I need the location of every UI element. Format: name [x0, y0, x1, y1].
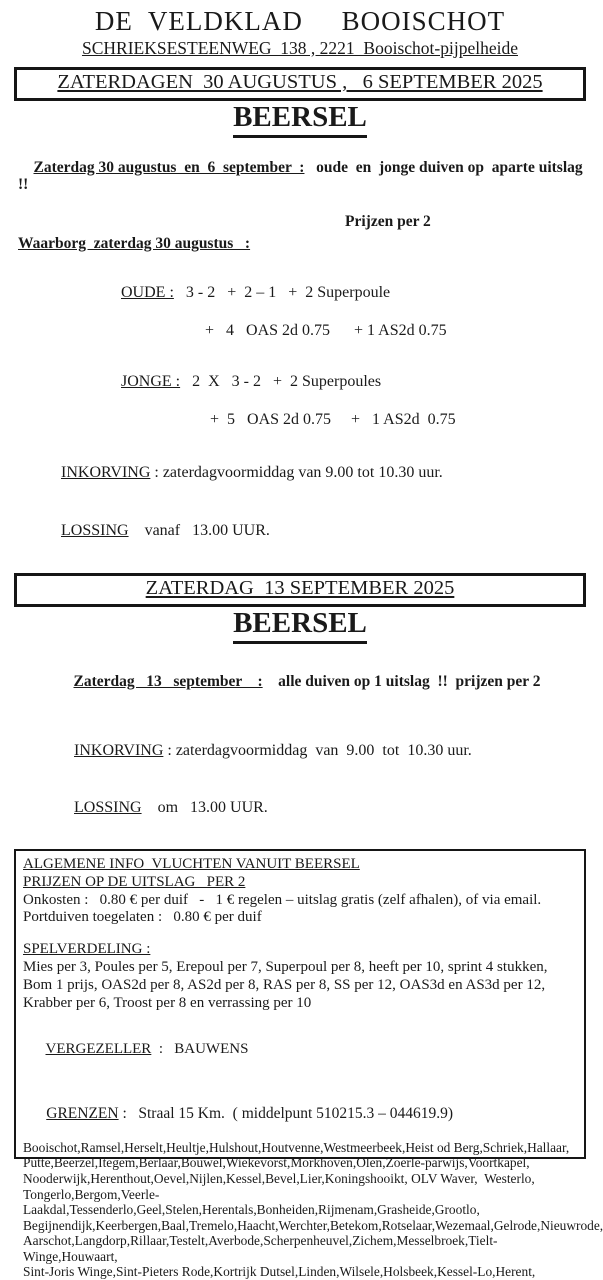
section2-date-label: Zaterdag 13 september :	[73, 673, 263, 691]
jonge-label: JONGE :	[121, 372, 181, 390]
spelverdeling-line: Krabber per 6, Troost per 8 en verrassing per 10	[23, 994, 312, 1011]
spelverdeling-label: SPELVERDELING :	[23, 941, 151, 958]
spelverdeling-line: Mies per 3, Poules per 5, Erepoul per 7, Superpoul per 8, heeft per 10, sprint 4 stukken,	[23, 959, 548, 976]
grenzen-places-line: Sint-Joris Winge,Sint-Pieters Rode,Kortrijk Dutsel,Linden,Wilsele,Holsbeek,Kessel-Lo,Herent,	[23, 1264, 536, 1280]
section2-inkorving: INKORVING : zaterdagvoormiddag van 9.00 tot 10.30 uur.	[74, 742, 472, 760]
oude-formula-line1: OUDE : 3 - 2 + 2 – 1 + 2 Superpoule	[121, 284, 391, 302]
grenzen-places-line: Booischot,Ramsel,Herselt,Heultje,Hulshout,Houtvenne,Westmeerbeek,Heist od Berg,Schriek,Hallaar,	[23, 1139, 570, 1155]
section1-lossing: LOSSING vanaf 13.00 UUR.	[61, 521, 270, 539]
section2-inkorving-label: INKORVING	[74, 742, 164, 760]
grenzen-line: GRENZEN : Straal 15 Km. ( middelpunt 510215.3 – 044619.9)	[46, 1105, 454, 1123]
section1-prijzen: Prijzen per 2	[345, 212, 431, 230]
grenzen-label: GRENZEN	[46, 1105, 119, 1123]
club-title: DE VELDKLAD BOOISCHOT	[94, 6, 506, 36]
section2-lossing-label: LOSSING	[74, 799, 142, 817]
spelverdeling-line: Bom 1 prijs, OAS2d per 8, AS2d per 8, RAS per 8, SS per 12, OAS3d en AS3d per 12,	[23, 976, 546, 993]
onkosten-line: Onkosten : 0.80 € per duif - 1 € regelen – uitslag gratis (zelf afhalen), of via email.	[23, 891, 542, 908]
section1-date-box	[14, 67, 586, 101]
vergezeller-line: VERGEZELLER : BAUWENS	[45, 1041, 249, 1058]
section2-date-line	[58, 655, 600, 708]
section1-inkorving-label: INKORVING	[61, 464, 151, 482]
grenzen-places-line: Nooderwijk,Herenthout,Oevel,Nijlen,Kessel,Bevel,Lier,Koningshooikt, OLV Waver, Westerlo,	[23, 1171, 535, 1187]
section1-date-label: Zaterdag 30 augustus en 6 september :	[33, 158, 305, 176]
jonge-formula-line2: + 5 OAS 2d 0.75 + 1 AS2d 0.75	[210, 410, 456, 428]
grenzen-places-line: Begijnendijk,Keerbergen,Baal,Tremelo,Haacht,Werchter,Betekom,Rotselaar,Wezemaal,Gelrode,Nieuwrode,	[23, 1217, 603, 1233]
section1-waarborg: Waarborg zaterdag 30 augustus :	[18, 234, 251, 252]
info-heading-1: ALGEMENE INFO VLUCHTEN VANUIT BEERSEL	[23, 856, 360, 873]
grenzen-places-line: Aarschot,Langdorp,Rillaar,Testelt,Averbode,Scherpenheuvel,Zichem,Messelbroek,Tielt-Winge,Houwaart,	[23, 1233, 498, 1264]
club-address: SCHRIEKSESTEENWEG 138 , 2221 Booischot-pijpelheide	[81, 37, 518, 58]
section2-lossing: LOSSING om 13.00 UUR.	[74, 799, 268, 817]
grenzen-places-line: Tongerlo,Bergom,Veerle-Laakdal,Tessenderlo,Geel,Stelen,Herentals,Bonheiden,Rijmenam,Grasheide,Grootlo,	[23, 1186, 480, 1218]
oude-label: OUDE :	[121, 284, 174, 302]
section2-race-title: BEERSEL	[0, 608, 600, 644]
jonge-formula-line1: JONGE : 2 X 3 - 2 + 2 Superpoules	[121, 372, 382, 390]
info-heading-2: PRIJZEN OP DE UITSLAG PER 2	[23, 873, 246, 890]
section1-date-info: oude en jonge duiven op aparte uitslag !!	[18, 158, 591, 194]
section1-date-line	[18, 141, 600, 212]
section1-inkorving: INKORVING : zaterdagvoormiddag van 9.00 tot 10.30 uur.	[61, 464, 443, 482]
vergezeller-label: VERGEZELLER	[45, 1041, 152, 1058]
section2-date-header: ZATERDAG 13 SEPTEMBER 2025	[145, 577, 455, 600]
general-info-box	[14, 849, 603, 1280]
portduiven-line: Portduiven toegelaten : 0.80 € per duif	[23, 909, 262, 926]
section1-race-title: BEERSEL	[0, 102, 600, 138]
oude-formula-line2: + 4 OAS 2d 0.75 + 1 AS2d 0.75	[205, 322, 447, 340]
section2-date-box	[14, 573, 586, 607]
section2-date-info: alle duiven op 1 uitslag !! prijzen per 2	[262, 673, 541, 691]
grenzen-places-line: Putte,Beerzel,Itegem,Berlaar,Bouwel,Wiekevorst,Morkhoven,Olen,Zoerle-parwijs,Voortkapel,	[23, 1155, 530, 1171]
section1-lossing-label: LOSSING	[61, 521, 129, 539]
section1-date-header: ZATERDAGEN 30 AUGUSTUS , 6 SEPTEMBER 2025	[57, 70, 543, 93]
